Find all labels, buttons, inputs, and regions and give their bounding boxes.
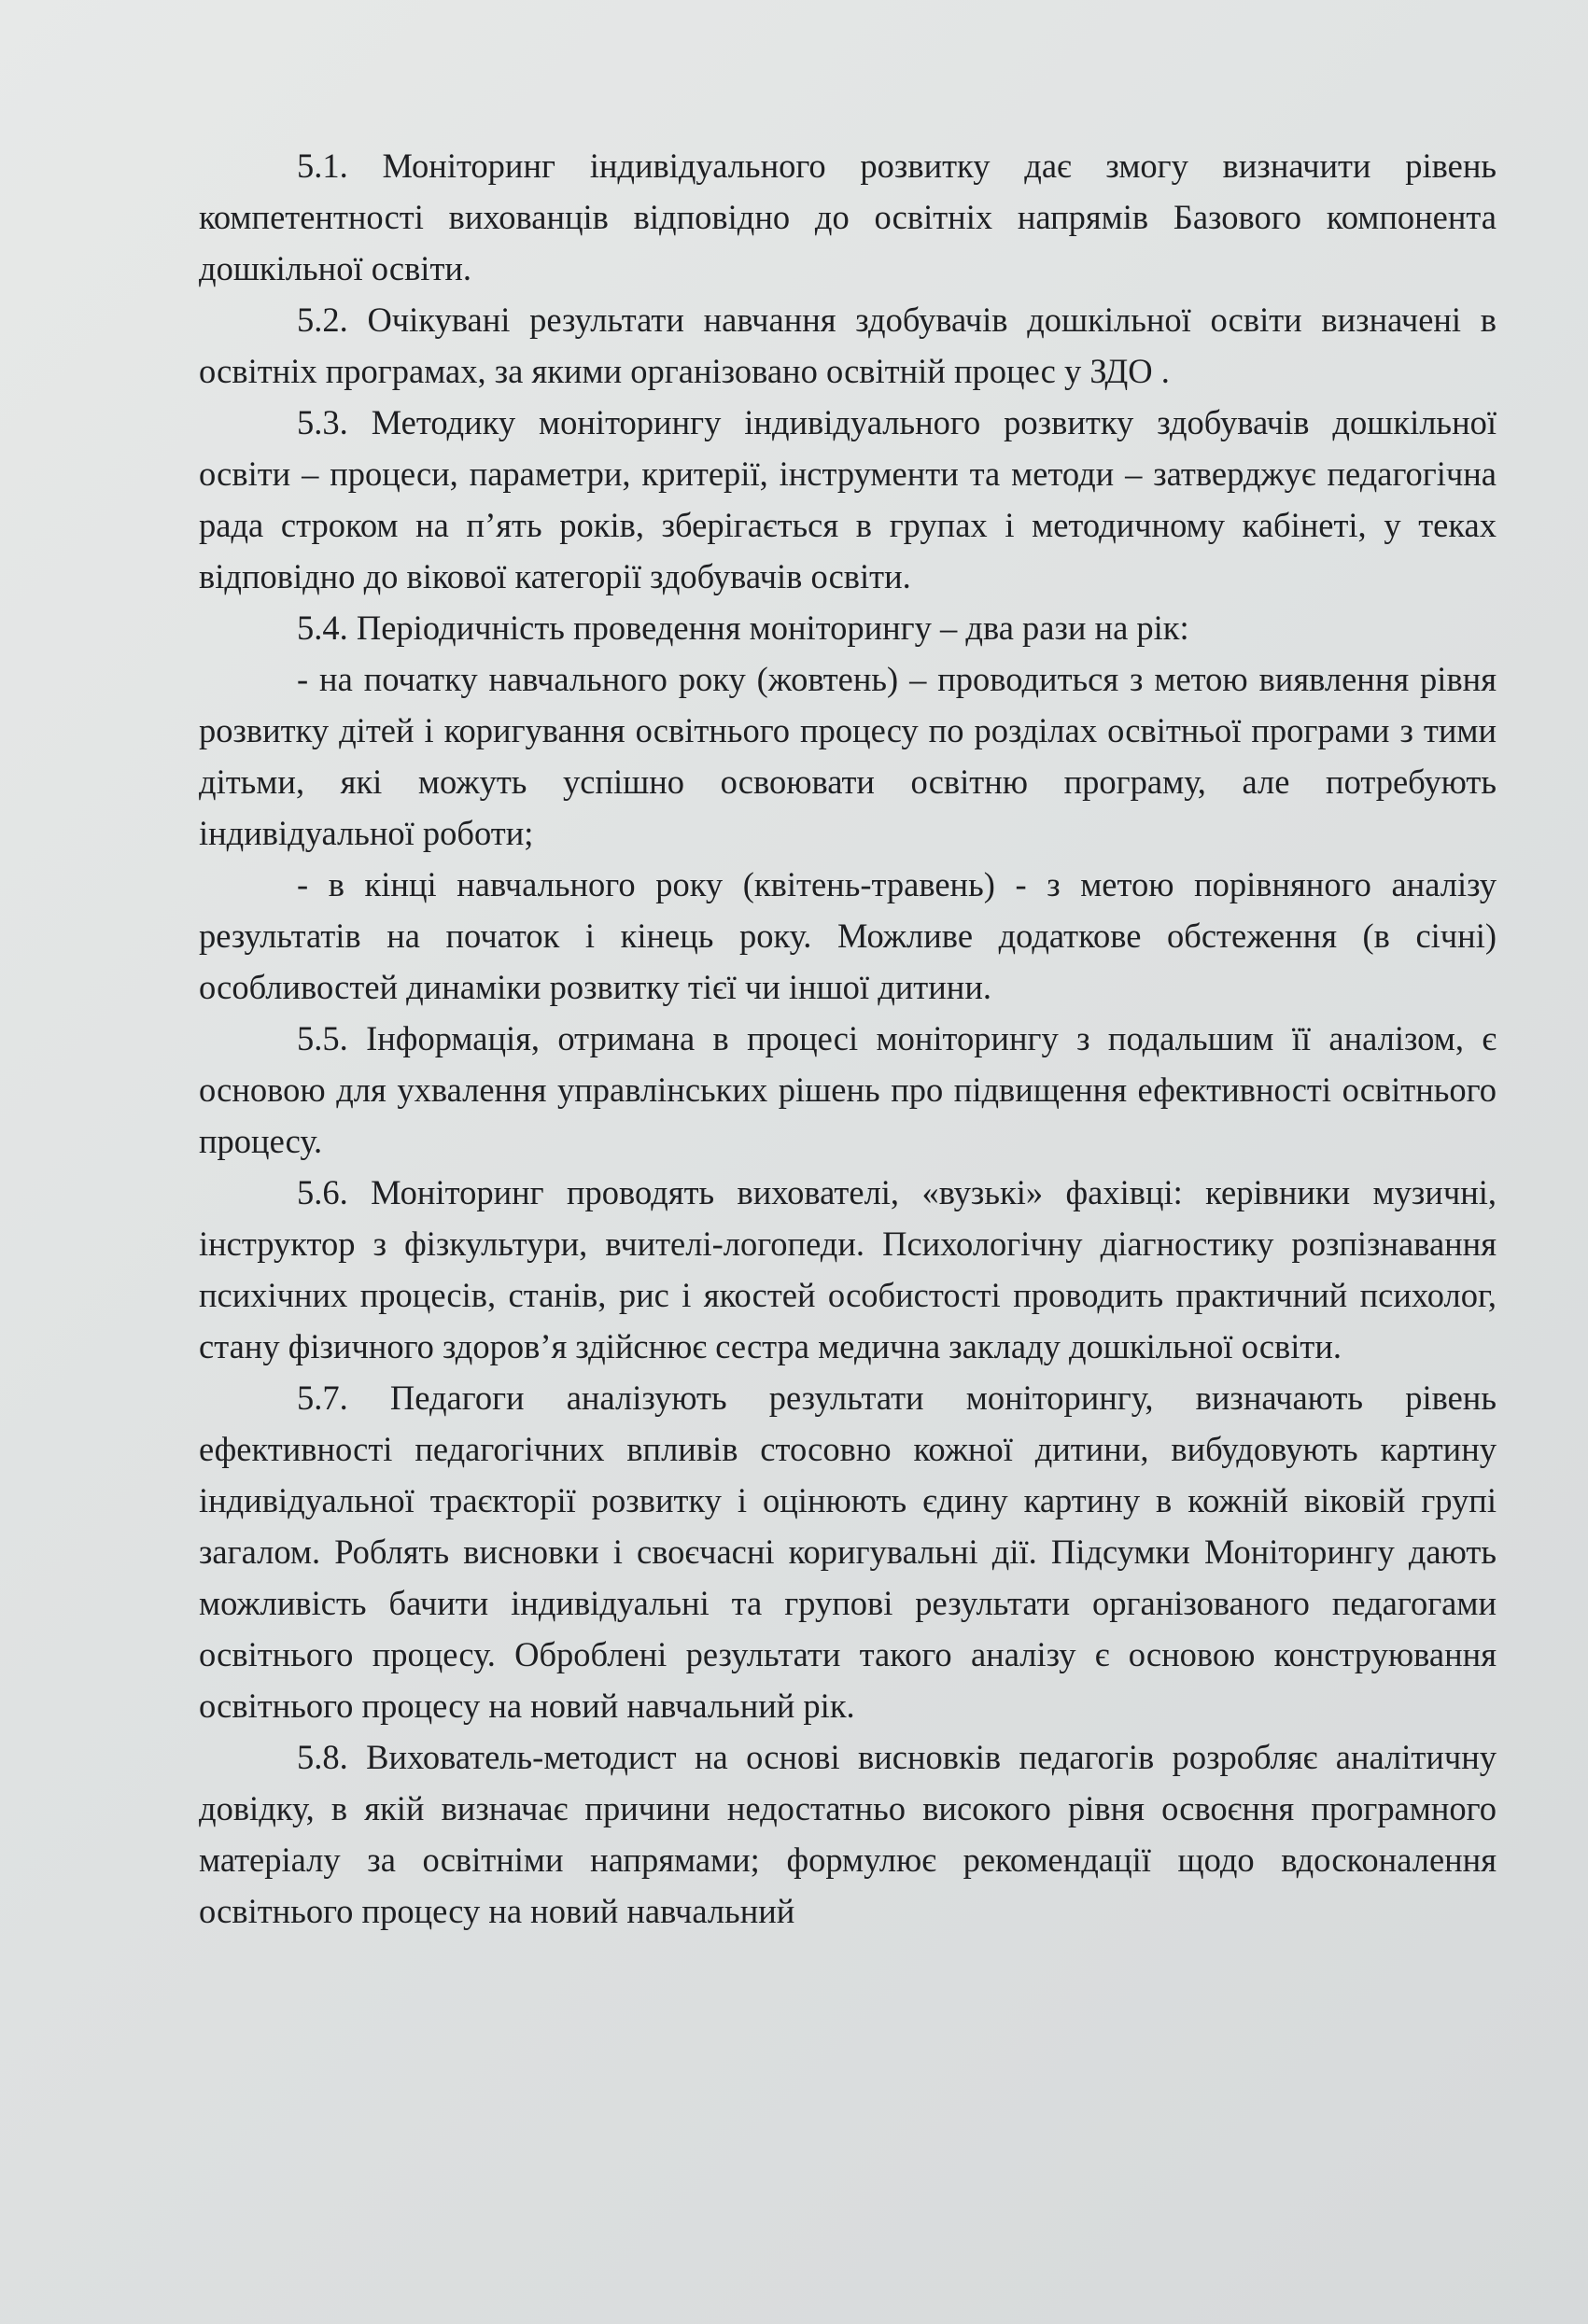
paragraph-5-6: 5.6. Моніторинг проводять вихователі, «вузькі» фахівці: керівники музичні, інструктор з фізкультури, вчителі-логопеди. Психологічну діагностику розпізнавання психічних процесів, станів, рис і якостей особистості проводить практичний психолог, стану фізичного здоров’я здійснює сестра медична закладу дошкільної освіти. <box>199 1173 1497 1365</box>
paragraph-5-7: 5.7. Педагоги аналізують результати моніторингу, визначають рівень ефективності педагогічних впливів стосовно кожної дитини, вибудовують картину індивідуальної траєкторії розвитку і оцінюють єдину картину в кожній віковій групі загалом. Роблять висновки і своєчасні коригувальні дії. Підсумки Моніторингу дають можливість бачити індивідуальні та групові результати організованого педагогами освітнього процесу. Оброблені результати такого аналізу є основою конструювання освітнього процесу на новий навчальний рік. <box>199 1379 1497 1725</box>
paragraph-5-2: 5.2. Очікувані результати навчання здобувачів дошкільної освіти визначені в освітніх програмах, за якими організовано освітній процес у ЗДО . <box>199 301 1497 390</box>
paragraph-5-4-end-of-year: - в кінці навчального року (квітень-травень) - з метою порівняного аналізу результатів на початок і кінець року. Можливе додаткове обстеження (в січні) особливостей динаміки розвитку тієї чи іншої дитини. <box>199 865 1497 1006</box>
paragraph-5-4: 5.4. Періодичність проведення моніторингу – два рази на рік: <box>297 609 1189 647</box>
paragraph-5-8: 5.8. Вихователь-методист на основі висновків педагогів розробляє аналітичну довідку, в якій визначає причини недостатньо високого рівня освоєння програмного матеріалу за освітніми напрямами; формулює рекомендації щодо вдосконалення освітнього процесу на новий навчальний <box>199 1738 1497 1930</box>
paragraph-5-4-start-of-year: - на початку навчального року (жовтень) – проводиться з метою виявлення рівня розвитку дітей і коригування освітнього процесу по розділах освітньої програми з тими дітьми, які можуть успішно освоювати освітню програму, але потребують індивідуальної роботи; <box>199 660 1497 852</box>
paragraph-5-5: 5.5. Інформація, отримана в процесі моніторингу з подальшим її аналізом, є основою для ухвалення управлінських рішень про підвищення ефективності освітнього процесу. <box>199 1019 1497 1160</box>
paragraph-5-1: 5.1. Моніторинг індивідуального розвитку дає змогу визначити рівень компетентності вихованців відповідно до освітніх напрямів Базового компонента дошкільної освіти. <box>199 147 1497 287</box>
document-body <box>199 140 1497 1937</box>
paragraph-5-3: 5.3. Методику моніторингу індивідуального розвитку здобувачів дошкільної освіти – процеси, параметри, критерії, інструменти та методи – затверджує педагогічна рада строком на п’ять років, зберігається в групах і методичному кабінеті, у теках відповідно до вікової категорії здобувачів освіти. <box>199 403 1497 595</box>
